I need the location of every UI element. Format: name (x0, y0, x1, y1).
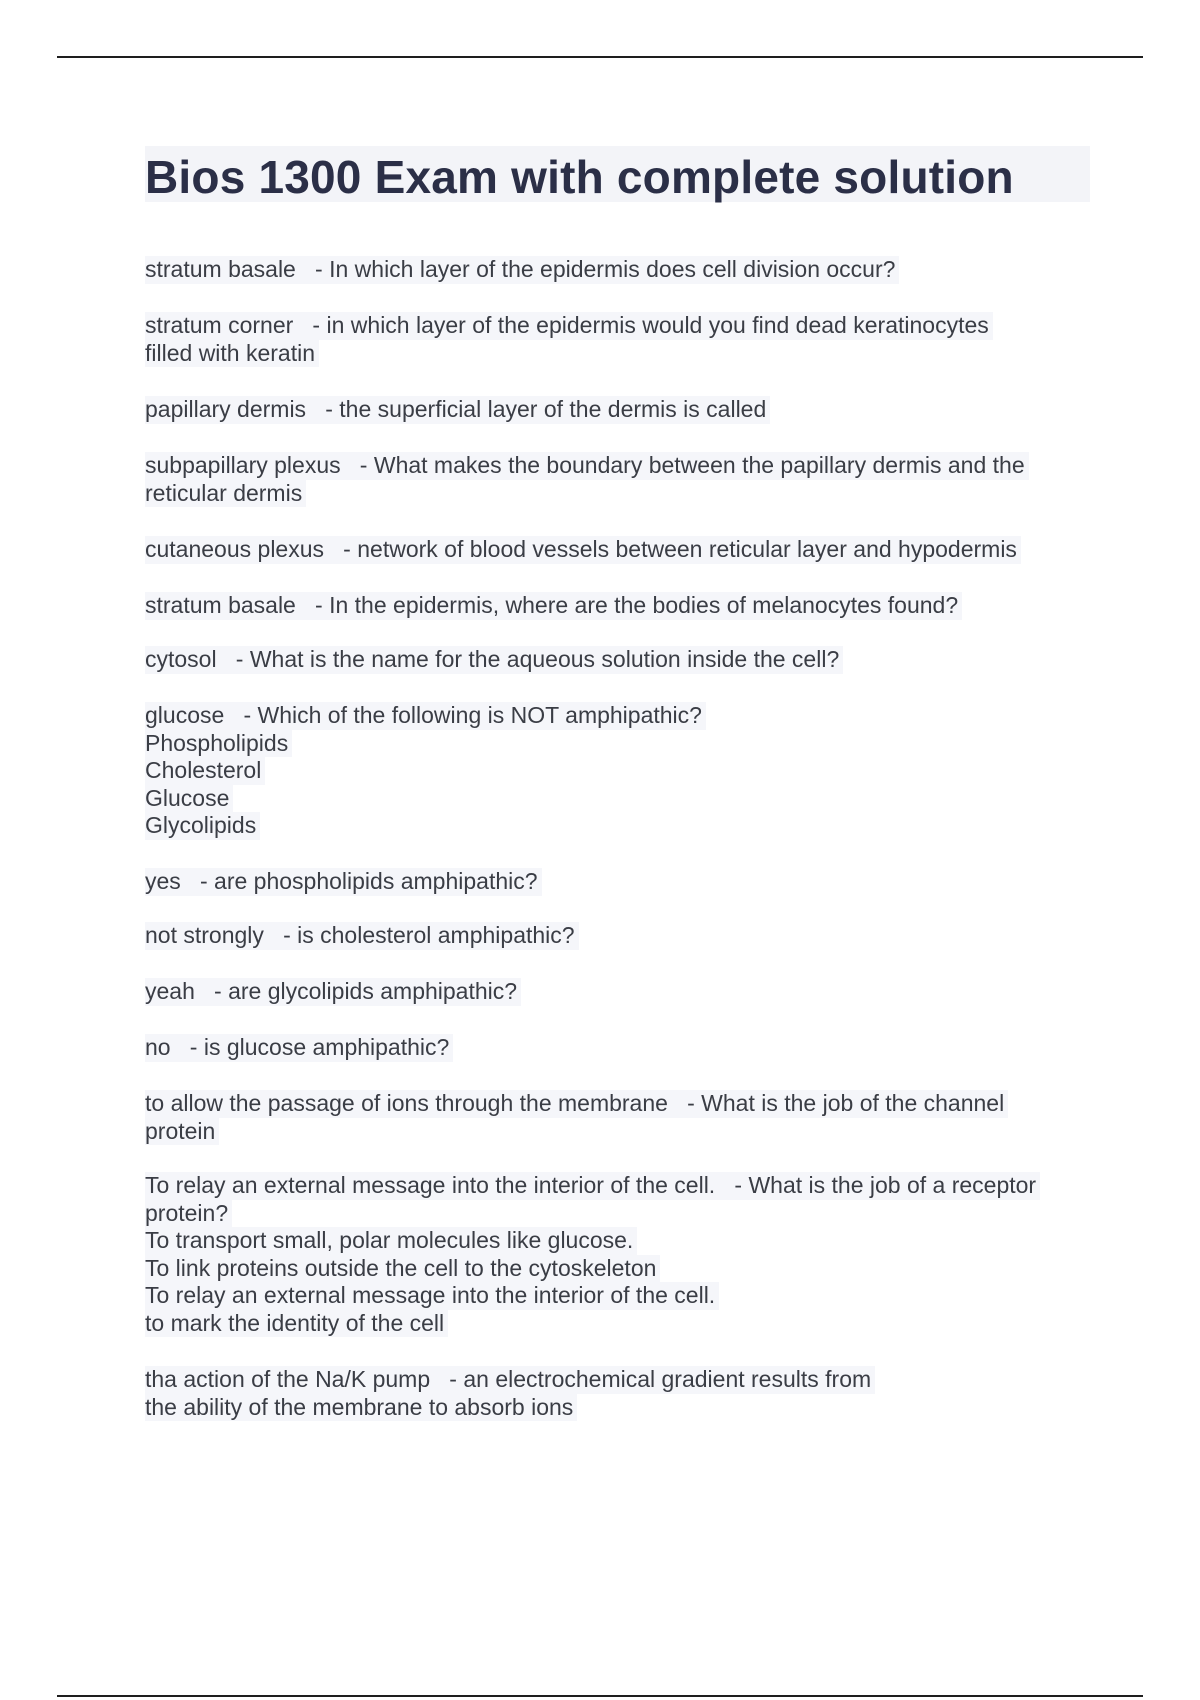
page-title: Bios 1300 Exam with complete solution (145, 151, 1014, 203)
answer: papillary dermis (145, 396, 307, 422)
option: To link proteins outside the cell to the cytoskeleton (145, 1255, 660, 1283)
question: the superficial layer of the dermis is called (339, 396, 767, 422)
question: is glucose amphipathic? (203, 1034, 450, 1060)
option: Glucose (145, 785, 233, 813)
answer: no (145, 1034, 171, 1060)
qa-item: yes - are phospholipids amphipathic? (145, 868, 542, 896)
answer: stratum corner (145, 312, 294, 338)
qa-item: stratum corner - in which layer of the epidermis would you find dead keratinocytes filled with keratin (145, 312, 993, 367)
question: What is the name for the aqueous solution inside the cell? (249, 646, 840, 672)
answer: cutaneous plexus (145, 536, 325, 562)
qa-item: To relay an external message into the interior of the cell. - What is the job of a receptor protein? To transport small, polar molecules like glucose. To link proteins outside the cell to the cytoskeleton To relay an external message into the interior of the cell. to mark the identity of the cell (145, 1172, 1040, 1337)
qa-item: cytosol - What is the name for the aqueous solution inside the cell? (145, 646, 843, 674)
answer: cytosol (145, 646, 217, 672)
answer: stratum basale (145, 592, 296, 618)
question: What is the job of a receptor (748, 1172, 1037, 1198)
qa-item: glucose - Which of the following is NOT amphipathic? Phospholipids Cholesterol Glucose Glycolipids (145, 702, 706, 840)
answer: tha action of the Na/K pump (145, 1366, 431, 1392)
question: Which of the following is NOT amphipathic? (257, 702, 702, 728)
answer: To relay an external message into the interior of the cell. (145, 1172, 716, 1198)
question: network of blood vessels between reticular layer and hypodermis (357, 536, 1017, 562)
answer: glucose (145, 702, 225, 728)
qa-item: cutaneous plexus - network of blood vessels between reticular layer and hypodermis (145, 536, 1021, 564)
qa-item: no - is glucose amphipathic? (145, 1034, 453, 1062)
qa-item: tha action of the Na/K pump - an electrochemical gradient results from the ability of the membrane to absorb ions (145, 1366, 875, 1421)
answer: subpapillary plexus (145, 452, 341, 478)
question-continuation: protein? (145, 1200, 232, 1228)
bottom-rule (57, 1695, 1143, 1697)
question-continuation: protein (145, 1118, 219, 1146)
qa-item: subpapillary plexus - What makes the boundary between the papillary dermis and the reticular dermis (145, 452, 1029, 507)
qa-item: stratum basale - In the epidermis, where are the bodies of melanocytes found? (145, 592, 962, 620)
question: In the epidermis, where are the bodies of melanocytes found? (329, 592, 959, 618)
qa-item: to allow the passage of ions through the membrane - What is the job of the channel protein (145, 1090, 1008, 1145)
question: In which layer of the epidermis does cell division occur? (329, 256, 896, 282)
question-continuation: reticular dermis (145, 480, 306, 508)
answer: yes (145, 868, 181, 894)
answer: stratum basale (145, 256, 296, 282)
title-block (145, 146, 1090, 202)
qa-item: papillary dermis - the superficial layer of the dermis is called (145, 396, 770, 424)
question: What is the job of the channel (701, 1090, 1005, 1116)
option: To relay an external message into the interior of the cell. (145, 1282, 719, 1310)
option: Cholesterol (145, 757, 265, 785)
option: the ability of the membrane to absorb ions (145, 1394, 577, 1422)
qa-item: not strongly - is cholesterol amphipathic? (145, 922, 579, 950)
answer: yeah (145, 978, 195, 1004)
question-continuation: filled with keratin (145, 340, 319, 368)
option: To transport small, polar molecules like glucose. (145, 1227, 637, 1255)
option: Phospholipids (145, 730, 292, 758)
question: is cholesterol amphipathic? (297, 922, 575, 948)
answer: not strongly (145, 922, 264, 948)
answer: to allow the passage of ions through the membrane (145, 1090, 668, 1116)
question: in which layer of the epidermis would you find dead keratinocytes (326, 312, 989, 338)
qa-item: yeah - are glycolipids amphipathic? (145, 978, 521, 1006)
question: What makes the boundary between the papillary dermis and the (373, 452, 1025, 478)
option: to mark the identity of the cell (145, 1310, 448, 1338)
question: an electrochemical gradient results from (463, 1366, 872, 1392)
option: Glycolipids (145, 812, 260, 840)
question: are glycolipids amphipathic? (228, 978, 518, 1004)
qa-item: stratum basale - In which layer of the epidermis does cell division occur? (145, 256, 899, 284)
question: are phospholipids amphipathic? (214, 868, 538, 894)
top-rule (57, 56, 1143, 58)
